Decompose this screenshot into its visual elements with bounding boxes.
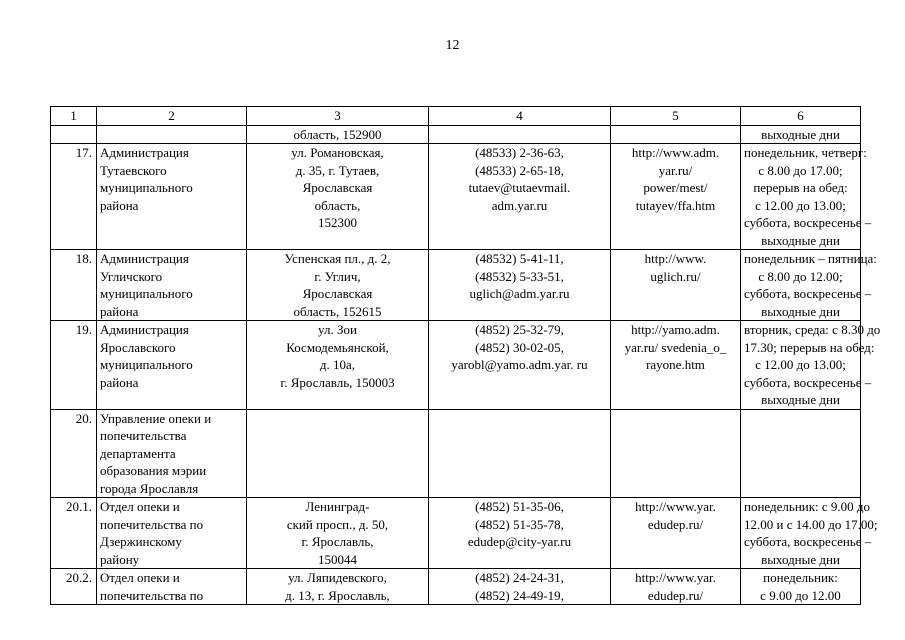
address-line: ский просп., д. 50, (286, 516, 389, 532)
website-line: http://www.yar. (635, 570, 716, 585)
address-cell (247, 569, 429, 605)
column-header-5: 5 (611, 107, 741, 126)
website-line: edudep.ru/ (647, 587, 704, 603)
working-hours-line: вторник, среда: с 8.30 до (744, 322, 881, 337)
phone-email-line: uglich@adm.yar.ru (469, 286, 570, 301)
row-number-line: 17. (75, 145, 92, 160)
address-line: Успенская пл., д. 2, (284, 251, 391, 266)
working-hours-line: суббота, воскресенье – (744, 374, 872, 390)
organization-name-cell (97, 321, 247, 410)
address-line: 150044 (318, 551, 357, 567)
table-row (51, 321, 861, 410)
phone-email-line: (4852) 24-24-31, (475, 570, 564, 585)
column-header-2: 2 (97, 107, 247, 126)
address-line: ул. Зои (318, 322, 357, 337)
phone-email-line: (4852) 30-02-05, (475, 339, 564, 355)
working-hours-line: понедельник: с 9.00 до (744, 499, 871, 514)
working-hours-line: понедельник, четверг: (744, 145, 867, 160)
table-row (51, 125, 861, 144)
organization-name-line: Администрация (100, 322, 189, 337)
phone-email-cell (429, 498, 611, 569)
working-hours-cell (741, 321, 881, 410)
address-line: г. Ярославль, (301, 534, 374, 549)
working-hours-line: с 12.00 до 13.00; (755, 357, 846, 372)
organization-name-cell (97, 569, 247, 605)
phone-email-cell (429, 250, 611, 321)
website-cell (611, 409, 741, 498)
organization-name-line: района (100, 374, 139, 390)
address-cell (247, 321, 429, 410)
phone-email-line: (48532) 5-33-51, (475, 268, 564, 284)
working-hours-cell (741, 144, 872, 250)
table-row (51, 250, 861, 321)
working-hours-line: выходные дни (761, 232, 840, 248)
organization-name-line: муниципального (100, 286, 193, 301)
phone-email-cell (429, 569, 611, 605)
organization-name-cell (97, 250, 247, 321)
row-number-cell (51, 250, 97, 321)
address-line: ул. Ляпидевского, (288, 570, 387, 585)
row-number-line: 18. (75, 251, 92, 266)
address-line: Космодемьянской, (286, 339, 389, 355)
working-hours-cell (741, 250, 877, 321)
organization-name-line: Отдел опеки и (100, 499, 180, 514)
working-hours-line: выходные дни (761, 392, 840, 407)
organization-name-line: Администрация (100, 145, 189, 160)
organization-name-line: Тутаевского (100, 162, 167, 178)
address-line: д. 35, г. Тутаев, (295, 162, 380, 178)
address-line: 152300 (318, 215, 357, 230)
phone-email-line: (48533) 2-65-18, (475, 162, 564, 178)
phone-email-line: adm.yar.ru (491, 197, 548, 213)
website-line: yar.ru/ (658, 162, 693, 178)
website-line: uglich.ru/ (650, 268, 701, 284)
website-line: http://yamo.adm. (631, 322, 720, 337)
organization-name-line: департамента (100, 445, 176, 461)
table-row (51, 569, 861, 605)
organization-name-line: Администрация (100, 251, 189, 266)
address-cell (247, 250, 429, 321)
organization-name-line: Дзержинскому (100, 534, 182, 549)
working-hours-cell (741, 409, 861, 498)
phone-email-line: yarobl@yamo.adm.yar. ru (451, 357, 588, 372)
organization-name-line: Управление опеки и (100, 410, 212, 426)
working-hours-line: с 8.00 до 12.00; (758, 268, 843, 284)
working-hours-line: выходные дни (761, 551, 840, 567)
organization-name-cell (97, 409, 247, 498)
address-line: область, 152900 (293, 126, 382, 142)
phone-email-line: (48533) 2-36-63, (475, 145, 564, 160)
working-hours-line: понедельник: (763, 570, 838, 585)
website-cell (611, 498, 741, 569)
website-cell (611, 250, 741, 321)
address-cell (247, 125, 429, 144)
table-row (51, 409, 861, 498)
working-hours-line: суббота, воскресенье – (744, 534, 872, 549)
website-line: edudep.ru/ (647, 516, 704, 532)
organization-name-line: муниципального (100, 180, 193, 195)
address-line: д. 10а, (319, 357, 356, 372)
website-line: rayone.htm (646, 357, 705, 372)
website-cell (611, 144, 741, 250)
phone-email-line: (4852) 51-35-78, (475, 516, 564, 532)
phone-email-line: (4852) 24-49-19, (475, 587, 564, 603)
working-hours-line: выходные дни (761, 303, 840, 319)
website-cell (611, 569, 741, 605)
address-line: Ярославская (302, 286, 373, 301)
working-hours-line: 12.00 и с 14.00 до 17.00; (744, 516, 878, 532)
website-cell (611, 321, 741, 410)
row-number-cell (51, 321, 97, 410)
organization-name-line: района (100, 197, 139, 213)
address-line: Ярославская (302, 180, 373, 195)
working-hours-line: суббота, воскресенье – (744, 215, 872, 230)
organization-name-line: образования мэрии (100, 463, 207, 478)
table-row (51, 144, 861, 250)
table-row (51, 498, 861, 569)
working-hours-line: с 8.00 до 17.00; (758, 162, 843, 178)
row-number-cell (51, 144, 97, 250)
address-line: область, (314, 197, 361, 213)
column-header-3: 3 (247, 107, 429, 126)
row-number-line: 19. (75, 322, 92, 337)
website-line: tutayev/ffa.htm (635, 197, 716, 213)
column-header-1: 1 (51, 107, 97, 126)
phone-email-line: edudep@city-yar.ru (467, 534, 572, 549)
address-line: г. Ярославль, 150003 (280, 374, 395, 390)
address-line: г. Углич, (314, 268, 361, 284)
address-line: Ленинград- (305, 499, 370, 514)
working-hours-cell (741, 569, 861, 605)
working-hours-line: с 9.00 до 12.00 (760, 587, 841, 603)
working-hours-line: 17.30; перерыв на обед: (744, 339, 875, 355)
organization-name-line: Отдел опеки и (100, 570, 180, 585)
table-header-row (51, 107, 861, 126)
website-line: http://www.yar. (635, 499, 716, 514)
address-line: д. 13, г. Ярославль, (285, 587, 390, 603)
organization-name-line: города Ярославля (100, 480, 199, 496)
phone-email-line: (4852) 25-32-79, (475, 322, 564, 337)
address-line: ул. Романовская, (291, 145, 384, 160)
phone-email-line: tutaev@tutaevmail. (468, 180, 571, 195)
organization-name-line: попечительства по (100, 516, 204, 532)
working-hours-cell (741, 125, 861, 144)
organization-name-line: муниципального (100, 357, 193, 372)
row-number-cell (51, 569, 97, 605)
address-line: область, 152615 (293, 303, 382, 319)
address-cell (247, 409, 429, 498)
phone-email-line: (4852) 51-35-06, (475, 499, 564, 514)
row-number-line: 20. (75, 410, 92, 426)
organization-name-cell (97, 144, 247, 250)
working-hours-line: суббота, воскресенье – (744, 286, 872, 301)
website-line: http://www. (644, 251, 707, 266)
page-number: 12 (445, 38, 460, 53)
row-number-line: 20.1. (66, 499, 92, 514)
website-line: power/mest/ (643, 180, 708, 195)
organization-name-cell (97, 125, 247, 144)
organization-name-line: Угличского (100, 268, 163, 284)
organization-name-line: району (100, 551, 140, 567)
address-cell (247, 498, 429, 569)
working-hours-line: с 12.00 до 13.00; (755, 197, 846, 213)
website-line: http://www.adm. (631, 145, 720, 160)
organization-name-line: попечительства (100, 428, 187, 443)
organization-name-cell (97, 498, 247, 569)
phone-email-cell (429, 321, 611, 410)
address-cell (247, 144, 429, 250)
row-number-cell (51, 409, 97, 498)
column-header-4: 4 (429, 107, 611, 126)
organization-name-line: Ярославского (100, 339, 176, 355)
phone-email-line: (48532) 5-41-11, (475, 251, 564, 266)
working-hours-line: понедельник – пятница: (744, 251, 877, 266)
table-body (51, 125, 881, 605)
working-hours-cell (741, 498, 878, 569)
organization-name-line: попечительства по (100, 587, 204, 603)
working-hours-line: перерыв на обед: (753, 180, 848, 195)
column-header-6: 6 (741, 107, 861, 126)
institutions-table (50, 106, 881, 605)
organization-name-line: района (100, 303, 139, 319)
website-cell (611, 125, 741, 144)
phone-email-cell (429, 144, 611, 250)
row-number-cell (51, 498, 97, 569)
website-line: yar.ru/ svedenia_o_ (624, 339, 727, 355)
working-hours-line: выходные дни (761, 126, 840, 142)
row-number-cell (51, 125, 97, 144)
phone-email-cell (429, 409, 611, 498)
row-number-line: 20.2. (66, 570, 92, 585)
phone-email-cell (429, 125, 611, 144)
